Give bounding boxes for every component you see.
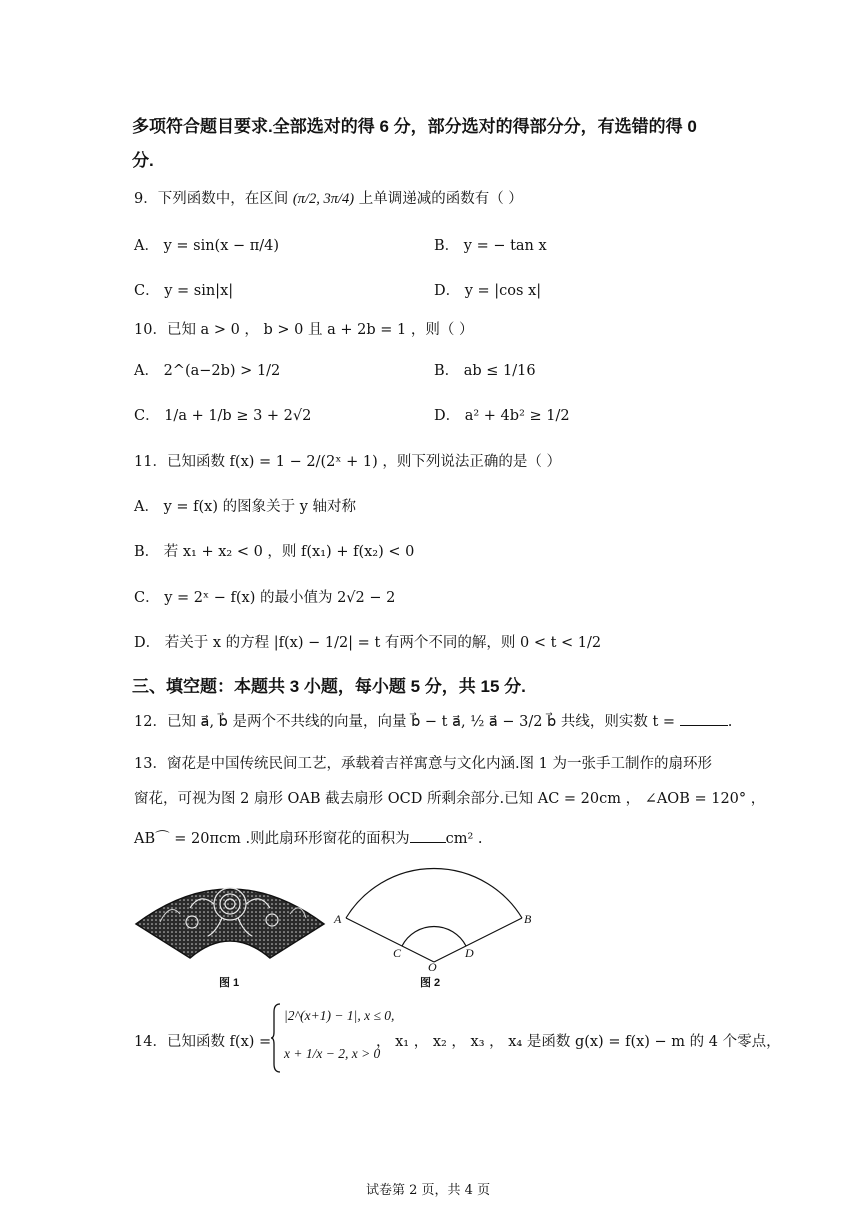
label-a: A	[334, 912, 342, 926]
q12-stem-pre: 12．已知 a⃗, b⃗ 是两个不共线的向量，向量 b⃗ − t a⃗, ½ a⃗ − 3/2 b⃗ 共线，则实数 t =	[134, 714, 680, 730]
q10-option-a: A． 2^(a−2b) > 1/2	[134, 363, 281, 379]
q12-stem	[134, 710, 732, 731]
segment-oa	[346, 918, 434, 962]
label-o: O	[428, 960, 437, 974]
label-d: D	[465, 946, 474, 960]
q13-answer-blank	[410, 842, 446, 843]
q9-stem-pre: 9．下列函数中，在区间	[134, 191, 289, 207]
q11-option-c: C． y = 2ˣ − f(x) 的最小值为 2√2 − 2	[134, 590, 396, 606]
q9-option-c: C． y = sin|x|	[134, 283, 234, 299]
section3-heading: 三、填空题：本题共 3 小题，每小题 5 分，共 15 分.	[132, 677, 526, 696]
q13-line1: 13．窗花是中国传统民间工艺，承载着吉祥寓意与文化内涵.图 1 为一张手工制作的扇环形	[134, 756, 712, 772]
q12-answer-blank	[680, 725, 728, 726]
q10-stem: 10．已知 a > 0 ， b > 0 且 a + 2b = 1 ，则（ ）	[134, 322, 474, 338]
label-b: B	[524, 912, 532, 926]
q14-post: ， x₁ ， x₂ ， x₃ ， x₄ 是函数 g(x) = f(x) − m 的 4 个零点，	[376, 1034, 781, 1050]
figure1-fan-papercut	[130, 862, 330, 972]
q9-option-b: B． y = − tan x	[434, 238, 547, 254]
q13-line3	[134, 827, 482, 848]
q14-case1: |2^(x+1) − 1|, x ≤ 0,	[284, 1008, 395, 1023]
q14-pre: 14．已知函数 f(x) =	[134, 1034, 272, 1050]
q10-option-b: B． ab ≤ 1/16	[434, 363, 536, 379]
figure1-caption: 图 1	[219, 977, 240, 989]
arc-ab	[346, 869, 522, 918]
q11-option-d: D． 若关于 x 的方程 |f(x) − 1/2| = t 有两个不同的解，则 0 < t < 1/2	[134, 635, 602, 651]
figure2-caption: 图 2	[420, 977, 441, 989]
arc-cd	[402, 926, 466, 946]
q9-stem-post: 上单调递减的函数有（ ）	[358, 191, 523, 207]
q9-option-a: A． y = sin(x − π/4)	[134, 238, 280, 254]
q13-line3-pre: AB⌒ = 20πcm .则此扇环形窗花的面积为	[134, 831, 410, 847]
section-intro-line1: 多项符合题目要求.全部选对的得 6 分，部分选对的得部分分，有选错的得 0	[132, 117, 697, 136]
figure2-sector-diagram	[330, 858, 545, 973]
label-c: C	[393, 946, 402, 960]
q9-option-d: D． y = |cos x|	[434, 283, 542, 299]
q9-stem	[134, 187, 523, 208]
q10-option-d: D． a² + 4b² ≥ 1/2	[434, 408, 570, 424]
page-footer: 试卷第 2 页，共 4 页	[366, 1183, 491, 1198]
q13-line3-post: cm² .	[445, 831, 483, 847]
q11-option-b: B． 若 x₁ + x₂ < 0 ，则 f(x₁) + f(x₂) < 0	[134, 544, 415, 560]
left-brace-icon	[270, 1002, 282, 1074]
segment-ob	[434, 918, 522, 962]
q11-option-a: A． y = f(x) 的图象关于 y 轴对称	[134, 499, 357, 515]
q12-stem-post: .	[727, 714, 733, 730]
q9-interval: (π/2, 3π/4)	[292, 191, 355, 207]
q11-stem: 11．已知函数 f(x) = 1 − 2/(2ˣ + 1) ，则下列说法正确的是（ ）	[134, 454, 561, 470]
section-intro-line2: 分.	[132, 151, 154, 170]
q10-option-c: C． 1/a + 1/b ≥ 3 + 2√2	[134, 408, 312, 424]
q13-line2: 窗花，可视为图 2 扇形 OAB 截去扇形 OCD 所剩余部分.已知 AC = 20cm ， ∠AOB = 120° ，	[134, 791, 766, 807]
q14-case2: x + 1/x − 2, x > 0	[284, 1046, 381, 1061]
